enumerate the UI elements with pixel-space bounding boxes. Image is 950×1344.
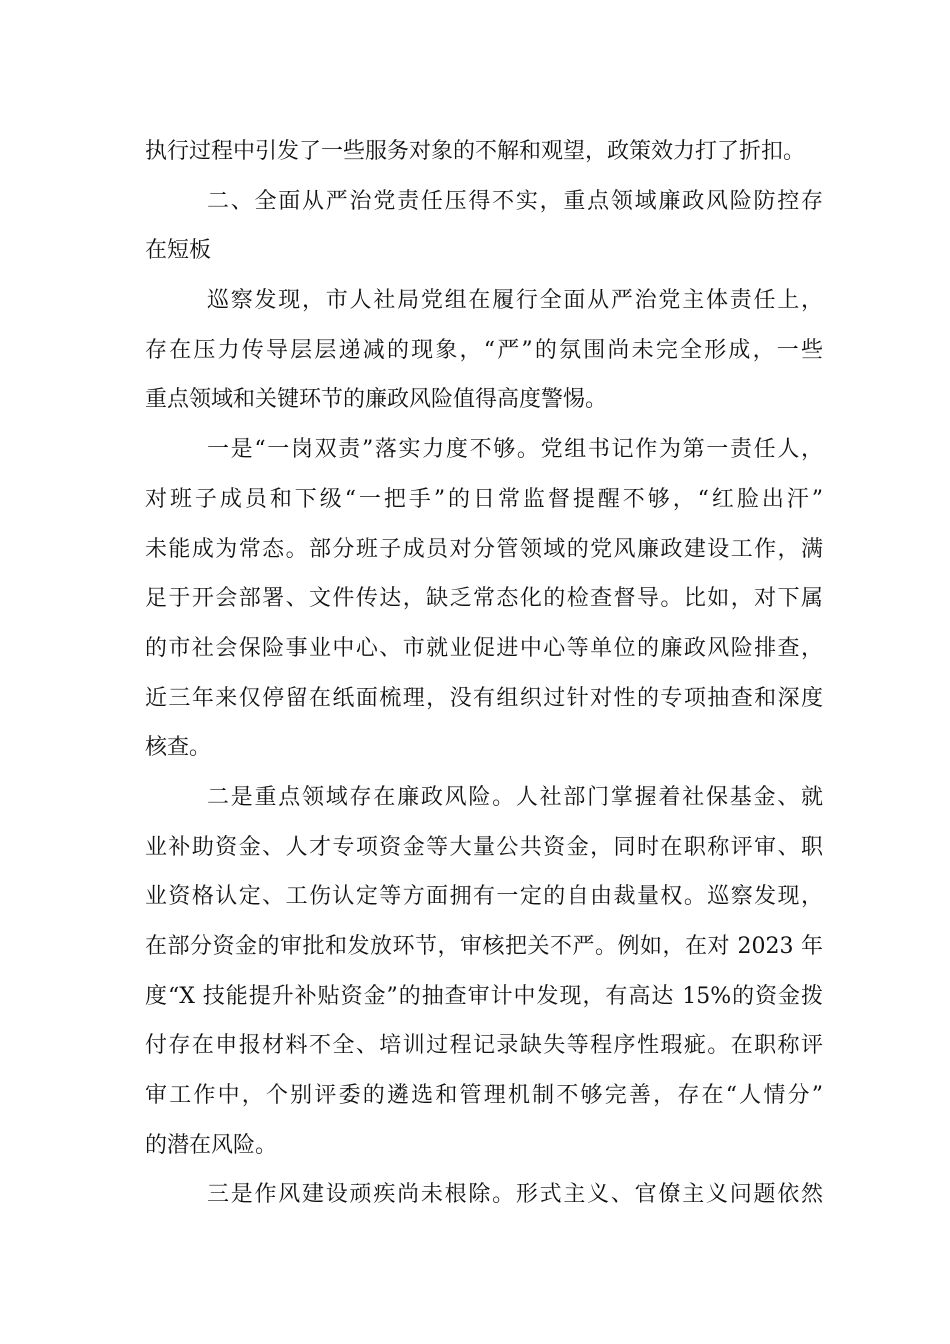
text-line: 的潜在风险。 <box>145 1132 278 1158</box>
text-line: 二是重点领域存在廉政风险。人社部门掌握着社保基金、就 <box>207 784 823 810</box>
text-line: 执行过程中引发了一些服务对象的不解和观望，政策效力打了折扣。 <box>145 139 806 164</box>
text-line: 业补助资金、人才专项资金等大量公共资金，同时在职称评审、职 <box>145 834 823 860</box>
text-line: 巡察发现，市人社局党组在履行全面从严治党主体责任上， <box>207 288 823 314</box>
text-line: 二、全面从严治党责任压得不实，重点领域廉政风险防控存 <box>207 188 823 214</box>
text-line: 存在压力传导层层递减的现象，“严”的氛围尚未完全形成，一些 <box>145 337 823 363</box>
text-line: 重点领域和关键环节的廉政风险值得高度警惕。 <box>145 387 608 413</box>
paragraph <box>145 177 823 276</box>
text-line: 未能成为常态。部分班子成员对分管领域的党风廉政建设工作，满 <box>145 536 823 562</box>
paragraph <box>145 127 823 177</box>
text-line: 一是“一岗双责”落实力度不够。党组书记作为第一责任人， <box>207 437 823 463</box>
text-line: 近三年来仅停留在纸面梳理，没有组织过针对性的专项抽查和深度 <box>145 685 823 711</box>
text-line: 三是作风建设顽疾尚未根除。形式主义、官僚主义问题依然 <box>207 1182 823 1208</box>
text-line: 核查。 <box>145 735 212 761</box>
text-line: 在部分资金的审批和发放环节，审核把关不严。例如，在对 2023 年 <box>145 934 823 959</box>
paragraph <box>145 276 823 425</box>
text-line: 在短板 <box>145 238 212 264</box>
text-line: 对班子成员和下级“一把手”的日常监督提醒不够，“红脸出汗” <box>145 486 823 512</box>
text-line: 足于开会部署、文件传达，缺乏常态化的检查督导。比如，对下属 <box>145 586 823 612</box>
paragraph <box>145 425 823 773</box>
paragraph <box>145 773 823 1171</box>
text-line: 度“X 技能提升补贴资金”的抽查审计中发现，有高达 15%的资金拨 <box>145 983 823 1009</box>
text-line: 的市社会保险事业中心、市就业促进中心等单位的廉政风险排查， <box>145 635 823 661</box>
paragraph <box>145 1170 823 1220</box>
text-line: 业资格认定、工伤认定等方面拥有一定的自由裁量权。巡察发现， <box>145 884 823 910</box>
text-line: 审工作中，个别评委的遴选和管理机制不够完善，存在“人情分” <box>145 1083 823 1109</box>
text-line: 付存在申报材料不全、培训过程记录缺失等程序性瑕疵。在职称评 <box>145 1033 823 1059</box>
document-body <box>145 127 823 1220</box>
